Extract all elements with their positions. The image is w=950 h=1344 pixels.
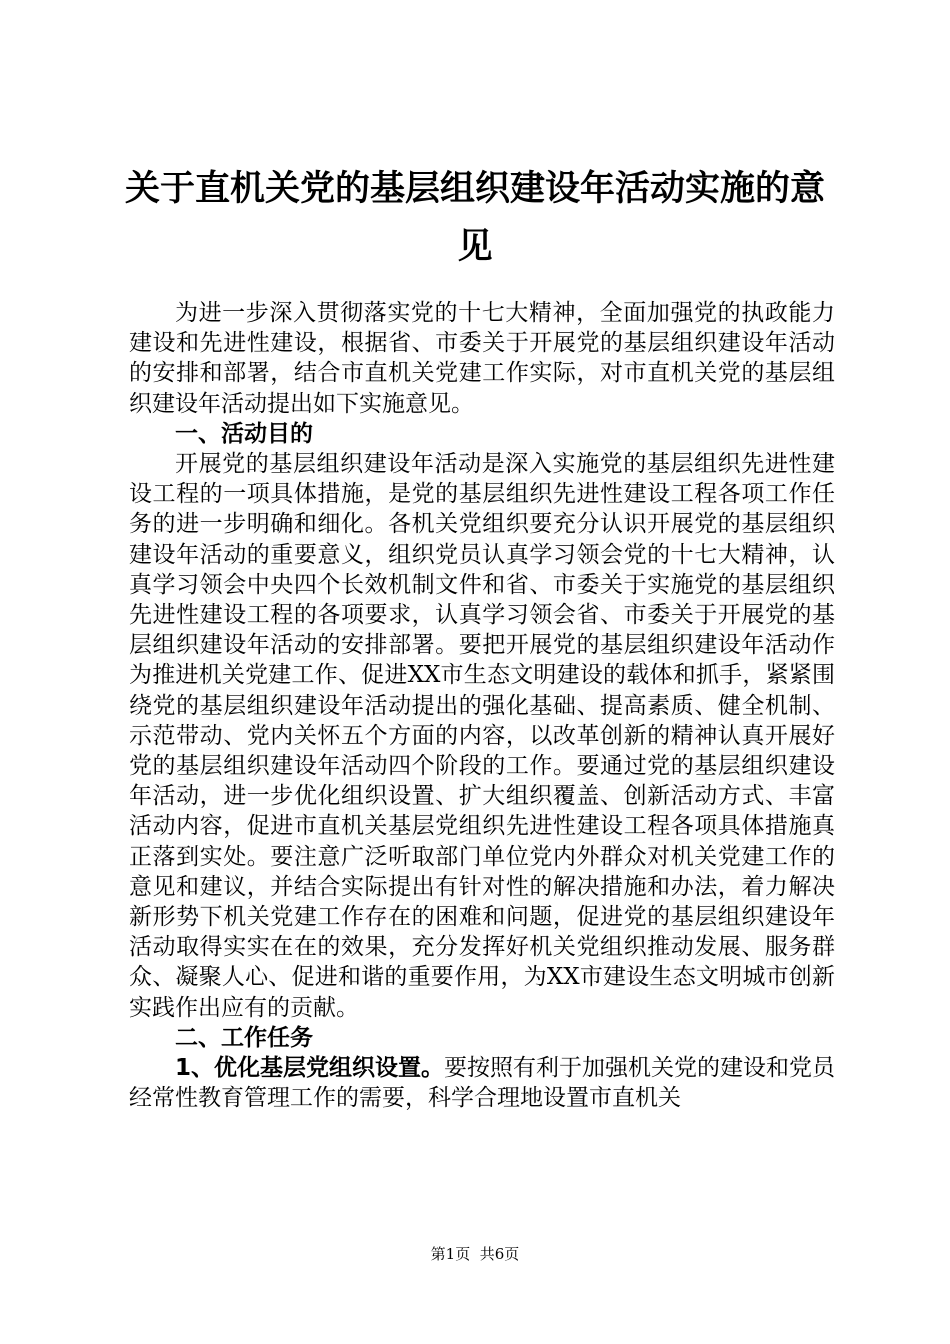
task-item-1-lead: 1、优化基层党组织设置。 [175, 1055, 445, 1082]
intro-paragraph: 为进一步深入贯彻落实党的十七大精神，全面加强党的执政能力建设和先进性建设，根据省、市委关于开展党的基层组织建设年活动的安排和部署，结合市直机关党建工作实际，对市直机关党的基层组织建设年活动提出如下实施意见。 [129, 300, 835, 417]
section-paragraph-activity-goal: 开展党的基层组织建设年活动是深入实施党的基层组织先进性建设工程的一项具体措施，是党的基层组织先进性建设工程各项工作任务的进一步明确和细化。各机关党组织要充分认识开展党的基层组织建设年活动的重要意义，组织党员认真学习领会党的十七大精神，认真学习领会中央四个长效机制文件和省、市委关于实施党的基层组织先进性建设工程的各项要求，认真学习领会省、市委关于开展党的基层组织建设年活动的安排部署。要把开展党的基层组织建设年活动作为推进机关党建工作、促进XX市生态文明建设的载体和抓手，紧紧围绕党的基层组织建设年活动提出的强化基础、提高素质、健全机制、示范带动、党内关怀五个方面的内容，以改革创新的精神认真开展好党的基层组织建设年活动四个阶段的工作。要通过党的基层组织建设年活动，进一步优化组织设置、扩大组织覆盖、创新活动方式、丰富活动内容，促进市直机关基层党组织先进性建设工程各项具体措施真正落到实处。要注意广泛听取部门单位党内外群众对机关党建工作的意见和建议，并结合实际提出有针对性的解决措施和办法，着力解决新形势下机关党建工作存在的困难和问题，促进党的基层组织建设年活动取得实实在在的效果，充分发挥好机关党组织推动发展、服务群众、凝聚人心、促进和谐的重要作用，为XX市建设生态文明城市创新实践作出应有的贡献。 [129, 451, 835, 1021]
document-body [129, 298, 835, 1113]
section-heading-work-tasks: 二、工作任务 [175, 1024, 313, 1051]
page-number: 第1页 [430, 1245, 471, 1263]
document-title: 关于直机关党的基层组织建设年活动实施的意见 [124, 169, 825, 267]
task-item-1 [129, 1053, 835, 1113]
page-total: 共6页 [479, 1245, 520, 1263]
footer-spacer [470, 1245, 480, 1263]
page-footer [0, 1244, 950, 1264]
task-item-1-body: 要按照有利于加强机关党的建设和党员经常性教育管理工作的需要，科学合理地设置市直机关 [129, 1055, 836, 1112]
section-heading-activity-goal: 一、活动目的 [175, 420, 313, 447]
